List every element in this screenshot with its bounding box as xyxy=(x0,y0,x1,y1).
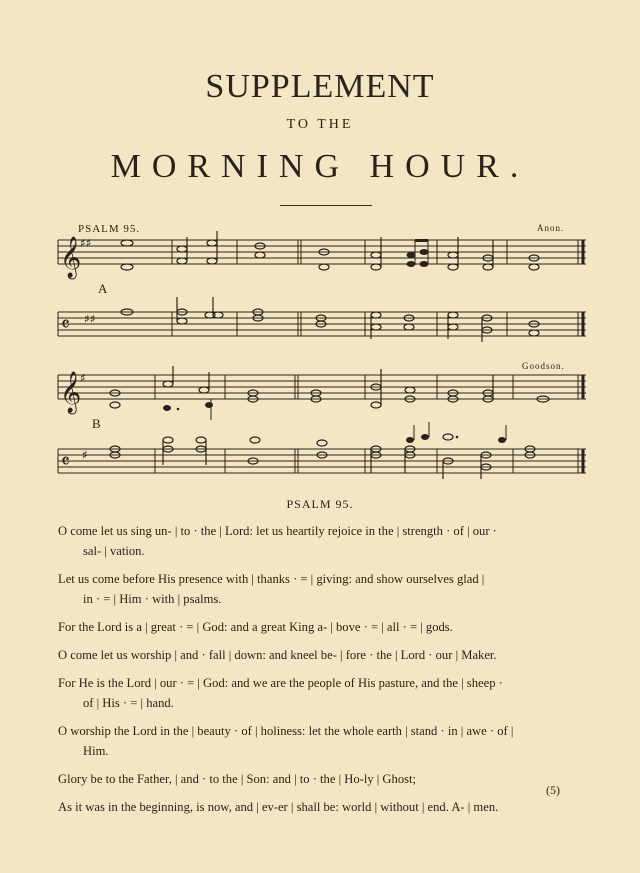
verse xyxy=(58,569,598,609)
verse xyxy=(58,521,598,561)
title-divider xyxy=(280,205,372,206)
filled-notes-b-bass xyxy=(406,422,506,443)
filled-notes-a xyxy=(407,239,429,267)
page-number: (5) xyxy=(546,783,560,797)
verse xyxy=(58,769,598,789)
tune-a-composer: Anon. xyxy=(537,223,565,233)
verse xyxy=(58,645,598,665)
verse-line: As it was in the beginning, is now, and | ev-er | shall be: world | without | end. A- | men. xyxy=(58,800,499,814)
staff-b-treble xyxy=(58,375,586,399)
sharp-icon: ♯ xyxy=(80,371,86,385)
treble-clef-icon: 𝄞 xyxy=(60,372,82,413)
verse-line: O worship the Lord in the | beauty · of | holiness: let the whole earth | stand · in | awe · of | xyxy=(58,724,514,738)
common-time-icon: 𝄴 xyxy=(61,312,70,336)
verse-line: of | His · = | hand. xyxy=(83,696,174,710)
tune-b-label: B xyxy=(92,416,102,431)
tune-b-composer: Goodson. xyxy=(522,361,565,371)
verse-line: O come let us sing un- | to · the | Lord: let us heartily rejoice in the | strength · of | our · xyxy=(58,524,497,538)
verse-line: For the Lord is a | great · = | God: and a great King a- | bove · = | all · = | gods. xyxy=(58,620,453,634)
psalm-caption: PSALM 95. xyxy=(286,497,354,511)
verse-line: Him. xyxy=(83,744,109,758)
verse xyxy=(58,617,598,637)
verse-line: Let us come before His presence with | thanks · = | giving: and show ourselves glad | xyxy=(58,572,485,586)
music-score xyxy=(0,215,640,485)
psalm-text xyxy=(58,521,598,825)
filled-notes-b xyxy=(163,399,213,420)
sharp-icon: ♯♯ xyxy=(80,236,92,250)
verse-line: O come let us worship | and · fall | down: and kneel be- | fore · the | Lord · our | Maker. xyxy=(58,648,497,662)
sharp-icon: ♯♯ xyxy=(84,312,96,326)
verse-line: sal- | vation. xyxy=(83,544,145,558)
sharp-icon: ♯ xyxy=(82,448,88,462)
tune-a-label: A xyxy=(98,281,109,296)
verse-line: in · = | Him · with | psalms. xyxy=(83,592,222,606)
page-title-main: MORNING HOUR. xyxy=(110,148,530,185)
staff-a-treble xyxy=(58,240,586,264)
notes-b-bass xyxy=(110,434,535,479)
verse-line: For He is the Lord | our · = | God: and we are the people of His pasture, and the | sheep · xyxy=(58,676,503,690)
verse xyxy=(58,721,598,761)
verse xyxy=(58,673,598,713)
treble-clef-icon: 𝄞 xyxy=(60,237,82,278)
common-time-icon: 𝄴 xyxy=(61,449,70,473)
verse xyxy=(58,797,598,817)
verse-line: Glory be to the Father, | and · to the | Son: and | to · the | Ho-ly | Ghost; xyxy=(58,772,417,786)
notes-a-bass xyxy=(121,297,539,342)
tune-a-title: PSALM 95. xyxy=(78,223,141,235)
page-subtitle: TO THE xyxy=(286,117,354,132)
page-title: SUPPLEMENT xyxy=(205,68,435,105)
